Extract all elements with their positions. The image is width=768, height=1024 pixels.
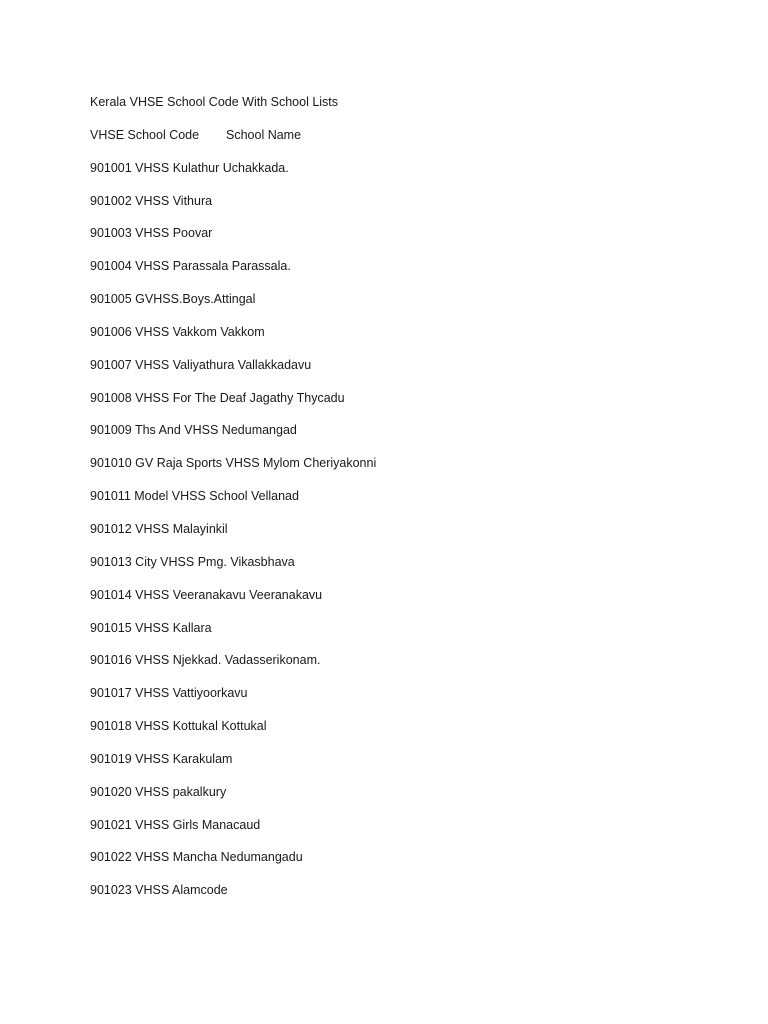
list-item: 901002 VHSS Vithura <box>90 193 213 208</box>
list-item: 901021 VHSS Girls Manacaud <box>90 817 261 832</box>
list-item: 901003 VHSS Poovar <box>90 226 213 241</box>
list-item: 901023 VHSS Alamcode <box>90 883 228 898</box>
school-list <box>90 158 690 901</box>
list-item: 901019 VHSS Karakulam <box>90 751 233 766</box>
list-item: 901017 VHSS Vattiyoorkavu <box>90 686 248 701</box>
list-item: 901015 VHSS Kallara <box>90 620 212 635</box>
list-item: 901014 VHSS Veeranakavu Veeranakavu <box>90 587 323 602</box>
list-item: 901001 VHSS Kulathur Uchakkada. <box>90 160 289 175</box>
list-item: 901016 VHSS Njekkad. Vadasserikonam. <box>90 653 321 668</box>
header-school-name: School Name <box>226 127 302 142</box>
list-item: 901018 VHSS Kottukal Kottukal <box>90 719 267 734</box>
document-title: Kerala VHSE School Code With School Lists <box>90 95 339 109</box>
header-school-code: VHSE School Code <box>90 127 200 142</box>
list-item: 901004 VHSS Parassala Parassala. <box>90 259 291 274</box>
list-item: 901010 GV Raja Sports VHSS Mylom Cheriyakonni <box>90 456 377 471</box>
list-item: 901011 Model VHSS School Vellanad <box>90 489 299 504</box>
list-item: 901013 City VHSS Pmg. Vikasbhava <box>90 554 295 569</box>
list-item: 901005 GVHSS.Boys.Attingal <box>90 292 256 307</box>
list-item: 901006 VHSS Vakkom Vakkom <box>90 324 265 339</box>
list-item: 901020 VHSS pakalkury <box>90 784 227 799</box>
list-item: 901009 Ths And VHSS Nedumangad <box>90 423 297 438</box>
column-header-row <box>90 125 690 145</box>
list-item: 901012 VHSS Malayinkil <box>90 521 228 536</box>
list-item: 901008 VHSS For The Deaf Jagathy Thycadu <box>90 390 345 405</box>
document-content <box>90 92 690 913</box>
list-item: 901022 VHSS Mancha Nedumangadu <box>90 850 303 865</box>
list-item: 901007 VHSS Valiyathura Vallakkadavu <box>90 357 312 372</box>
